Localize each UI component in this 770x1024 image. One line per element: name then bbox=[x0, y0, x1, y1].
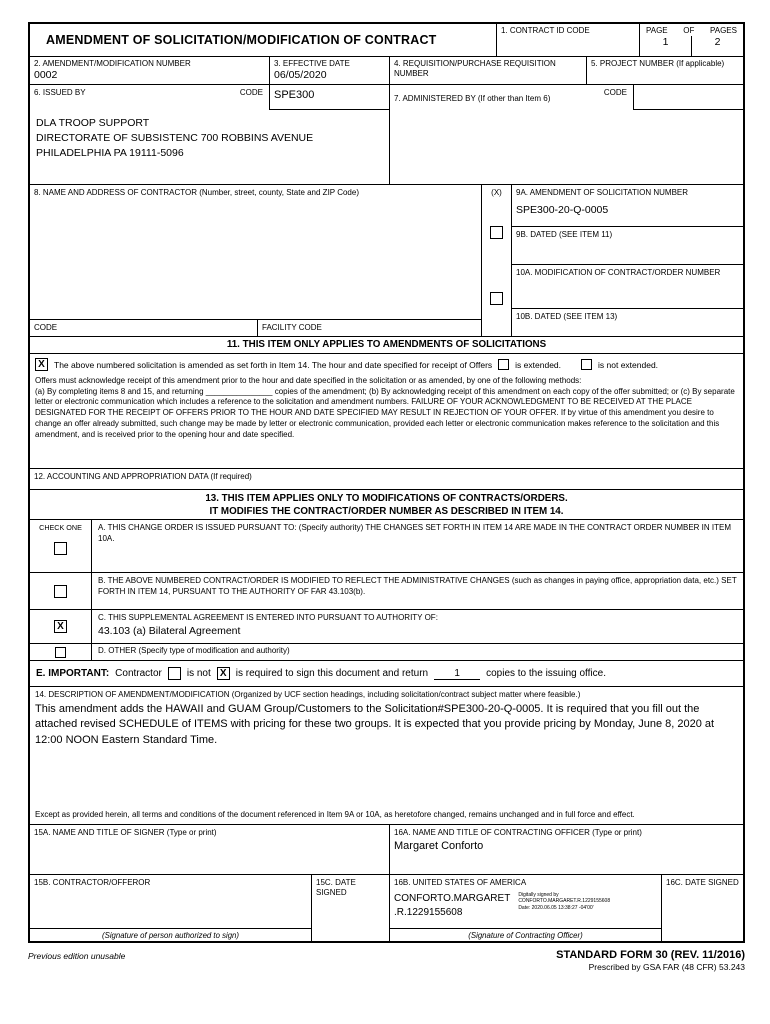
project-number-label: 5. PROJECT NUMBER (If applicable) bbox=[591, 59, 725, 68]
requisition-number-label: 4. REQUISITION/PURCHASE REQUISITION NUMBER bbox=[394, 59, 556, 78]
contract-id-code-label: 1. CONTRACT ID CODE bbox=[501, 26, 590, 35]
check-b-checkbox[interactable] bbox=[54, 585, 67, 598]
items-2-5-row bbox=[30, 57, 743, 85]
pages-label: PAGES bbox=[710, 26, 737, 35]
description-text: This amendment adds the HAWAII and GUAM Group/Customers to the Solicitation#SPE300-20-Q-0005. It is required that you fill out the attached revised SCHEDULE of ITEMS with pricing for these two groups. It is expected that you provide pricing by Monday, June 8, 2020 at 12:00 NOON Eastern Standard Time. bbox=[35, 703, 715, 746]
important-label: E. IMPORTANT: bbox=[36, 668, 110, 679]
copies-count: 1 bbox=[434, 668, 480, 680]
copies-label: copies to the issuing office. bbox=[486, 668, 606, 679]
facility-code-label: FACILITY CODE bbox=[262, 323, 322, 332]
previous-edition-note: Previous edition unusable bbox=[28, 951, 126, 961]
check-c-checkbox[interactable]: X bbox=[54, 620, 67, 633]
issued-by-label: 6. ISSUED BY bbox=[34, 88, 86, 97]
sf30-form bbox=[28, 22, 745, 943]
signature-caption-15b: (Signature of person authorized to sign) bbox=[30, 928, 311, 941]
checkbox-10a[interactable] bbox=[490, 292, 503, 305]
solicitation-amended-text: The above numbered solicitation is amended as set forth in Item 14. The hour and date specified for receipt of Offers bbox=[54, 359, 493, 370]
important-row bbox=[30, 661, 743, 687]
contractor-signature-area bbox=[30, 891, 311, 928]
contracting-officer-name-value: Margaret Conforto bbox=[394, 840, 484, 852]
check-one-label: CHECK ONE bbox=[39, 523, 82, 532]
issued-by-code-value: SPE300 bbox=[269, 85, 389, 110]
x-column-label: (X) bbox=[491, 188, 502, 197]
check-a-checkbox[interactable] bbox=[54, 542, 67, 555]
date-signed-15c-label: 15C. DATE SIGNED bbox=[316, 878, 356, 897]
not-extended-label: is not extended. bbox=[598, 359, 659, 370]
contractor-address-label: 8. NAME AND ADDRESS OF CONTRACTOR (Number, street, county, State and ZIP Code) bbox=[34, 188, 359, 197]
section13-header-line2: IT MODIFIES THE CONTRACT/ORDER NUMBER AS DESCRIBED IN ITEM 14. bbox=[209, 505, 564, 517]
check-b-text: B. THE ABOVE NUMBERED CONTRACT/ORDER IS MODIFIED TO REFLECT THE ADMINISTRATIVE CHANGES (such as changes in paying office, appropriation data, etc.) SET FORTH IN ITEM 14, PURSUANT TO THE AUTHORITY OF FAR 43.103(b). bbox=[98, 576, 737, 596]
total-pages: 2 bbox=[714, 36, 721, 48]
effective-date-label: 3. EFFECTIVE DATE bbox=[274, 59, 350, 68]
amendment-number-label: 2. AMENDMENT/MODIFICATION NUMBER bbox=[34, 59, 191, 68]
items-8-10-row bbox=[30, 185, 743, 337]
offers-paragraph-2: (a) By completing items 8 and 15, and returning _______________ copies of the amendment; (b) By acknowledging receipt of this amendment on each copy of the offer submitted; or (c) By separate letter or electronic communication which includes a reference to the solicitation and amendment numbers. FAILURE OF YOUR ACKNOWLEDGMENT TO BE RECEIVED AT THE PLACE DESIGNATED FOR THE RECEIPT OF OFFERS PRIOR TO THE HOUR AND DATE SPECIFIED MAY RESULT IN REJECTION OF YOUR OFFER. If by virtue of this amendment you desire to change an offer already submitted, such change may be made by letter or electronic communication, provided each letter or electronic communication makes reference to the solicitation and this amendment, and is received prior to the opening hour and date specified. bbox=[35, 386, 735, 439]
form-title: AMENDMENT OF SOLICITATION/MODIFICATION OF CONTRACT bbox=[46, 33, 437, 47]
check-d-checkbox[interactable] bbox=[55, 647, 66, 658]
sf30-form-page bbox=[28, 22, 745, 972]
not-extended-checkbox[interactable] bbox=[581, 359, 592, 370]
digital-note-line3: Date: 2020.06.05 13:38:27 -04'00' bbox=[518, 904, 594, 911]
signature-name-line2: .R.1229155608 bbox=[394, 906, 463, 918]
usa-label: 16B. UNITED STATES OF AMERICA bbox=[394, 878, 527, 887]
check-c-authority-value: 43.103 (a) Bilateral Agreement bbox=[98, 624, 241, 637]
terms-note: Except as provided herein, all terms and conditions of the document referenced in Item 9A or 10A, as heretofore changed, remains unchanged and in full force and effect. bbox=[35, 810, 635, 819]
items-15b-16c-row bbox=[30, 875, 743, 941]
of-label: OF bbox=[683, 26, 695, 35]
items-6-7-row bbox=[30, 85, 743, 185]
issued-by-address-line1: DLA TROOP SUPPORT bbox=[36, 117, 150, 129]
amendment-number-value: 0002 bbox=[34, 69, 58, 81]
is-not-label: is not bbox=[186, 668, 211, 679]
effective-date-value: 06/05/2020 bbox=[274, 69, 327, 81]
digital-note-line1: Digitally signed by bbox=[518, 892, 559, 898]
signature-caption-16b: (Signature of Contracting Officer) bbox=[390, 928, 661, 941]
solicitation-amended-checkbox[interactable]: X bbox=[35, 358, 48, 371]
section13-header-row bbox=[30, 490, 743, 520]
section11-header: 11. THIS ITEM ONLY APPLIES TO AMENDMENTS OF SOLICITATIONS bbox=[226, 339, 547, 350]
page-number: 1 bbox=[640, 36, 692, 56]
section11-header-row bbox=[30, 337, 743, 354]
extended-checkbox[interactable] bbox=[498, 359, 509, 370]
offers-paragraph-1: Offers must acknowledge receipt of this amendment prior to the hour and date specified in the solicitation or as amended, by one of the following methods: bbox=[35, 376, 582, 385]
issued-by-address-line2: DIRECTORATE OF SUBSISTENC 700 ROBBINS AVENUE bbox=[36, 132, 314, 145]
is-not-checkbox[interactable] bbox=[168, 667, 181, 680]
administered-by-code-box bbox=[633, 85, 743, 110]
check-d-text: D. OTHER (Specify type of modification and authority) bbox=[98, 646, 290, 655]
date-signed-16c-label: 16C. DATE SIGNED bbox=[666, 878, 739, 887]
digital-note-line2: CONFORTO.MARGARET.R.1229155608 bbox=[518, 898, 611, 905]
digital-signature-note bbox=[518, 892, 610, 927]
contractor-address-area bbox=[30, 201, 481, 319]
contractor-label: Contractor bbox=[115, 668, 162, 679]
dated-item11-label: 9B. DATED (SEE ITEM 11) bbox=[512, 227, 743, 265]
header-row bbox=[30, 24, 743, 57]
check-row-d bbox=[30, 644, 743, 661]
check-c-text: C. THIS SUPPLEMENTAL AGREEMENT IS ENTERED INTO PURSUANT TO AUTHORITY OF: bbox=[98, 613, 438, 622]
check-row-b bbox=[30, 573, 743, 610]
issued-by-address-line3: PHILADELPHIA PA 19111-5096 bbox=[36, 147, 184, 160]
item12-row bbox=[30, 469, 743, 490]
item14-row bbox=[30, 687, 743, 825]
contracting-officer-name-label: 16A. NAME AND TITLE OF CONTRACTING OFFICER (Type or print) bbox=[394, 828, 642, 837]
contractor-offeror-label: 15B. CONTRACTOR/OFFEROR bbox=[34, 878, 151, 887]
issued-by-address bbox=[30, 110, 389, 168]
amendment-solicitation-number-value: SPE300-20-Q-0005 bbox=[516, 204, 609, 216]
administered-by-label: 7. ADMINISTERED BY (If other than Item 6) bbox=[394, 94, 551, 103]
is-required-label: is required to sign this document and return bbox=[235, 668, 429, 679]
signature-name-line1: CONFORTO.MARGARET bbox=[394, 893, 511, 904]
checkbox-9a[interactable] bbox=[490, 226, 503, 239]
dated-item13-label: 10B. DATED (SEE ITEM 13) bbox=[516, 312, 618, 321]
accounting-data-label: 12. ACCOUNTING AND APPROPRIATION DATA (If required) bbox=[34, 472, 252, 481]
section13-header-line1: 13. THIS ITEM APPLIES ONLY TO MODIFICATIONS OF CONTRACTS/ORDERS. bbox=[205, 493, 568, 504]
administered-by-code-label: CODE bbox=[603, 88, 627, 97]
amendment-solicitation-number-label: 9A. AMENDMENT OF SOLICITATION NUMBER bbox=[516, 188, 689, 197]
signer-name-label: 15A. NAME AND TITLE OF SIGNER (Type or print) bbox=[34, 828, 217, 837]
extended-label: is extended. bbox=[515, 359, 562, 370]
check-row-a bbox=[30, 520, 743, 573]
prescribed-by: Prescribed by GSA FAR (48 CFR) 53.243 bbox=[588, 962, 745, 972]
is-required-checkbox[interactable]: X bbox=[217, 667, 230, 680]
check-a-text: A. THIS CHANGE ORDER IS ISSUED PURSUANT TO: (Specify authority) THE CHANGES SET FORTH IN ITEM 14 ARE MADE IN THE CONTRACT ORDER NUMBER IN ITEM 10A. bbox=[98, 523, 731, 543]
check-row-c bbox=[30, 610, 743, 644]
description-label: 14. DESCRIPTION OF AMENDMENT/MODIFICATION (Organized by UCF section headings, including solicitation/contract subject matter where feasible.) bbox=[35, 690, 581, 699]
code-label: CODE bbox=[30, 320, 258, 336]
issued-by-code-label: CODE bbox=[239, 88, 263, 97]
section11-body-row bbox=[30, 354, 743, 469]
page-label: PAGE bbox=[646, 26, 668, 35]
form-footer bbox=[28, 949, 745, 972]
form-number: STANDARD FORM 30 (REV. 11/2016) bbox=[556, 949, 745, 961]
items-15a-16a-row bbox=[30, 825, 743, 875]
modification-number-label: 10A. MODIFICATION OF CONTRACT/ORDER NUMBER bbox=[512, 265, 743, 309]
